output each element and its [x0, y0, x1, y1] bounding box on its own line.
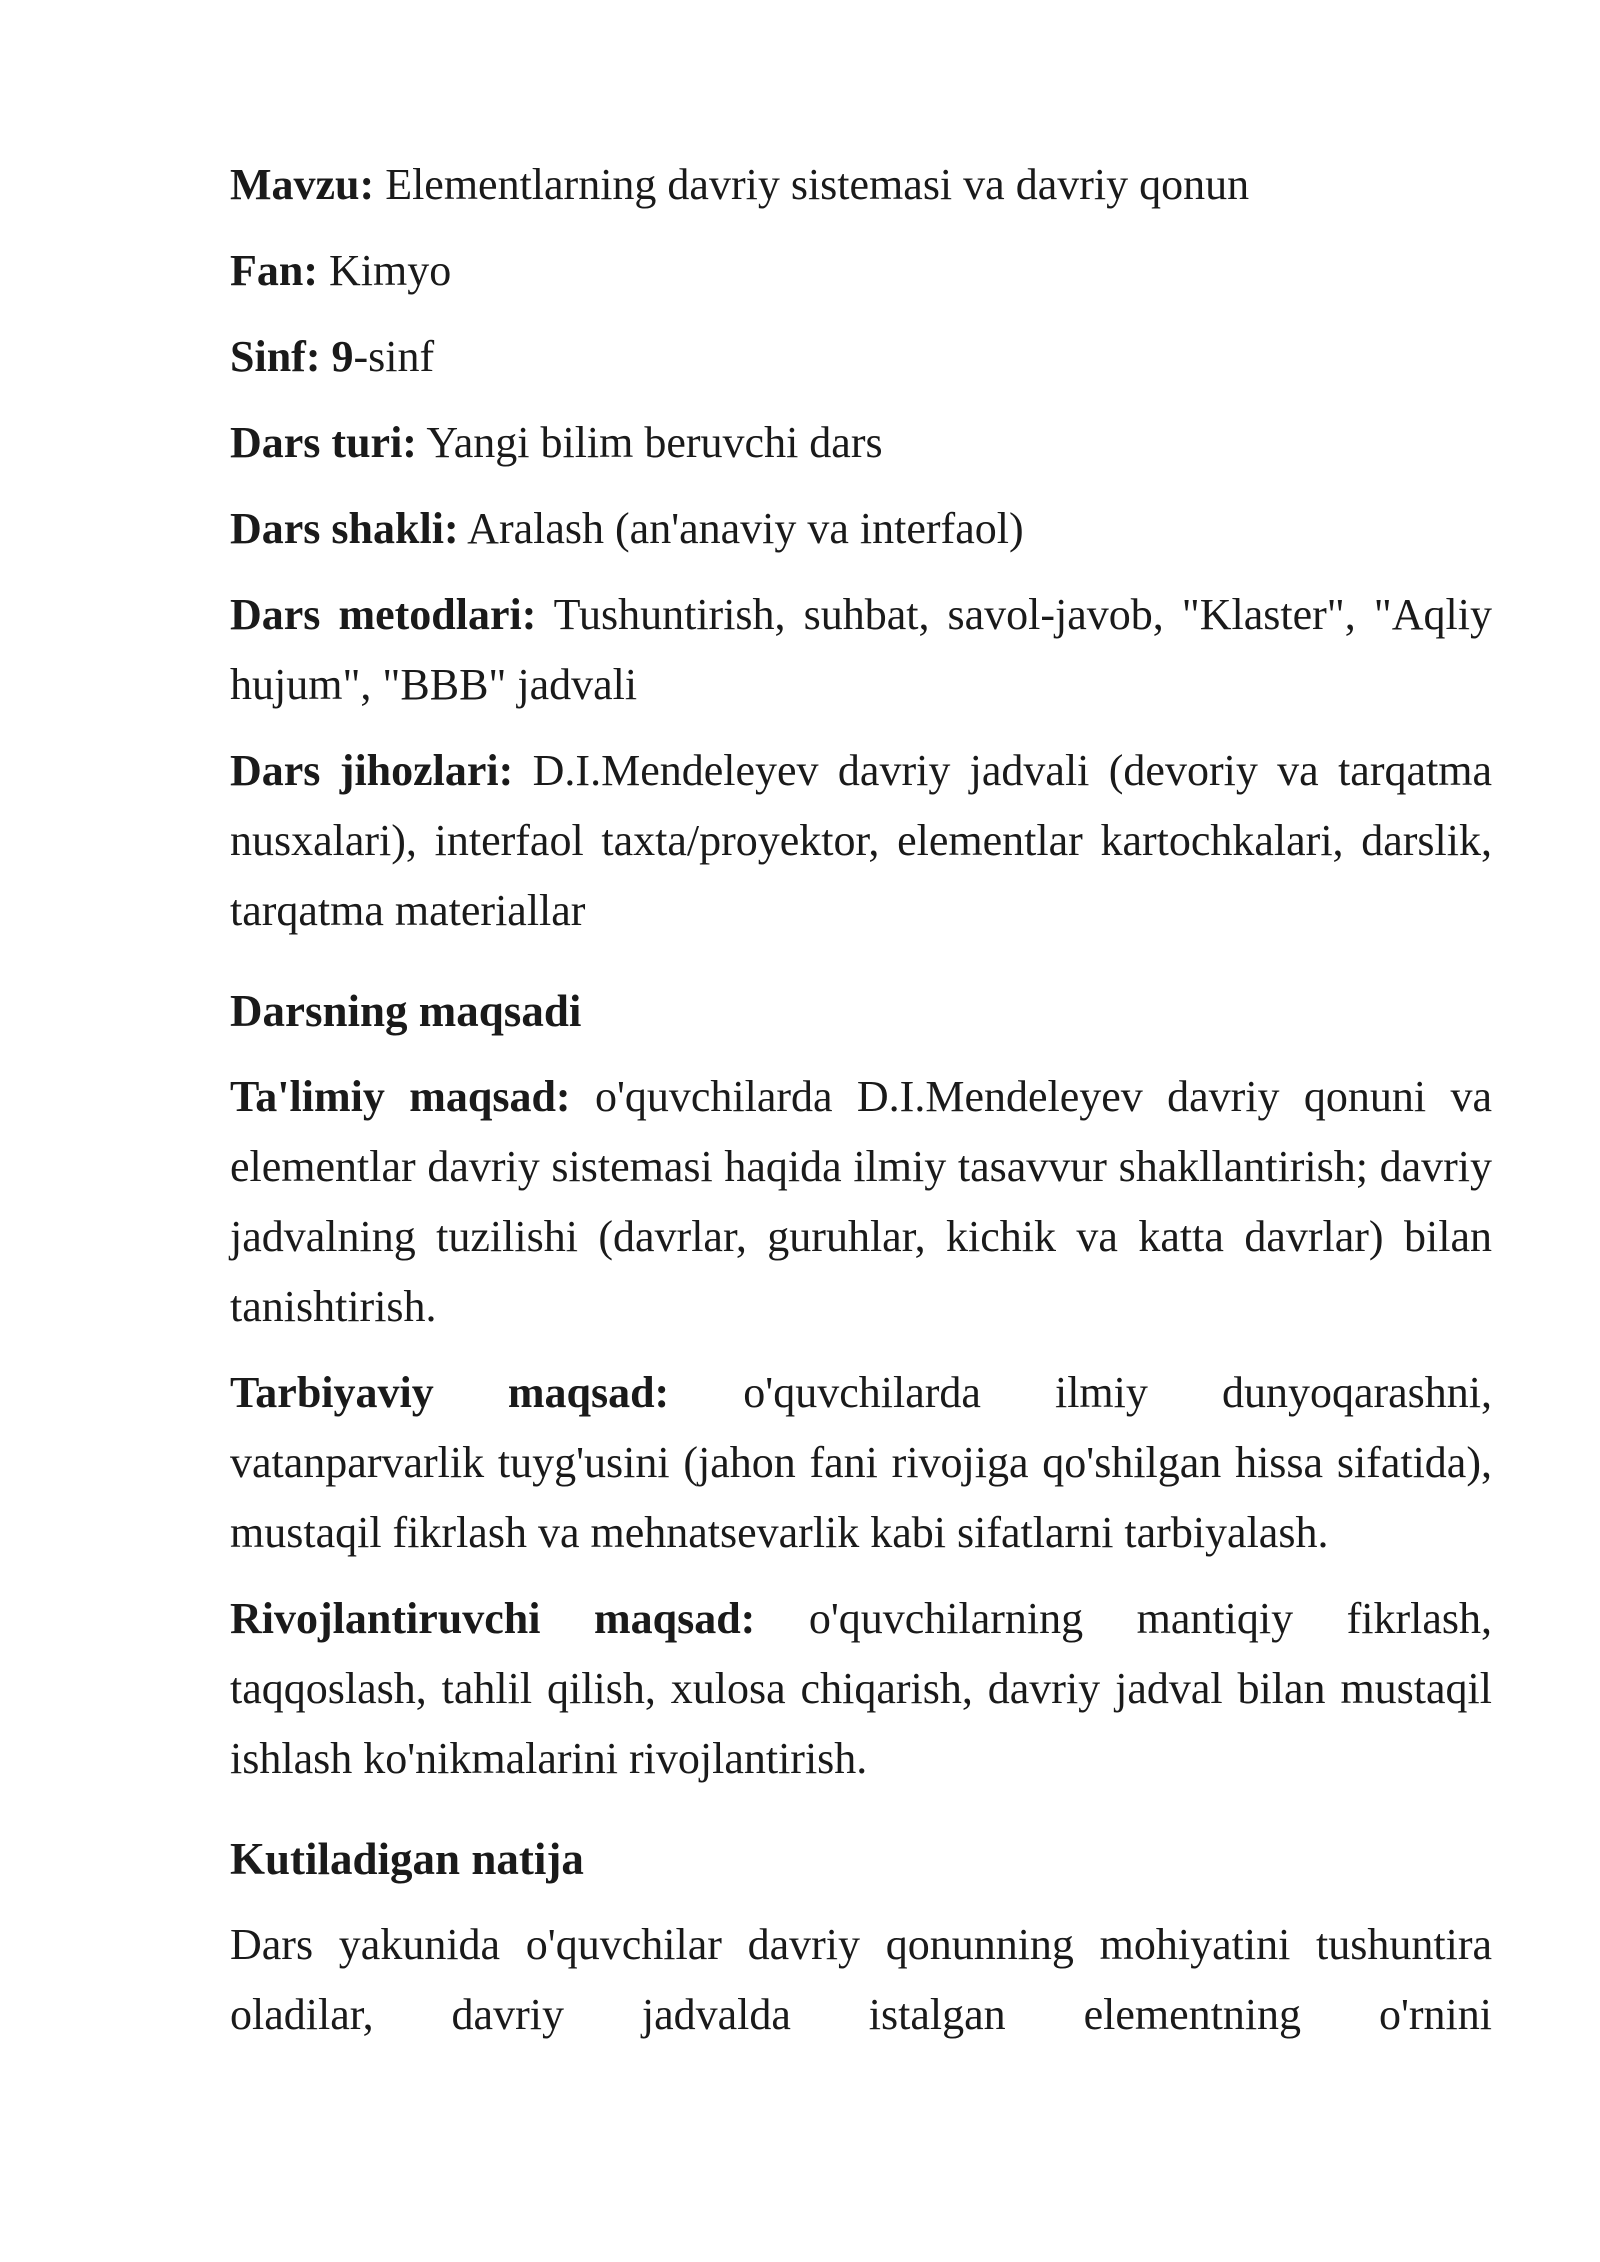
field-value: Tushuntirish, suhbat, savol-javob, "Klaster", "Aqliy hujum", "BBB" jadvali — [230, 590, 1492, 709]
field-value: -sinf — [353, 332, 435, 381]
goal-label: Rivojlantiruvchi maqsad: — [230, 1594, 756, 1643]
field-label: Dars turi: — [230, 418, 417, 467]
grade-number: 9 — [331, 332, 354, 381]
field-value: Kimyo — [329, 246, 452, 295]
goal-label: Ta'limiy maqsad: — [230, 1072, 571, 1121]
field-label: Mavzu: — [230, 160, 375, 209]
goal-talimiy — [230, 1062, 1492, 1342]
field-label: Dars shakli: — [230, 504, 459, 553]
field-label: Sinf: — [230, 332, 321, 381]
goal-text: o'quvchilarda ilmiy dunyoqarashni, vatanparvarlik tuyg'usini (jahon fani rivojiga qo'shilgan hissa sifatida), mustaqil fikrlash va mehnatsevarlik kabi sifatlarni tarbiyalash. — [230, 1368, 1492, 1557]
field-dars-shakli — [230, 494, 1492, 564]
field-label: Dars metodlari: — [230, 590, 537, 639]
goal-text: o'quvchilarning mantiqiy fikrlash, taqqoslash, tahlil qilish, xulosa chiqarish, davriy jadval bilan mustaqil ishlash ko'nikmalarini rivojlantirish. — [230, 1594, 1492, 1783]
field-value: Aralash (an'anaviy va interfaol) — [467, 504, 1024, 553]
section-heading-goals: Darsning maqsadi — [230, 986, 582, 1036]
goal-label: Tarbiyaviy maqsad: — [230, 1368, 670, 1417]
field-dars-metodlari — [230, 580, 1492, 720]
outcome-text: Dars yakunida o'quvchilar davriy qonunning mohiyatini tushuntira oladilar, davriy jadvalda istalgan elementning o'rnini — [230, 1920, 1492, 2039]
field-value: Yangi bilim beruvchi dars — [426, 418, 883, 467]
field-mavzu — [230, 150, 1492, 220]
field-sinf — [230, 322, 1492, 392]
section-heading-outcome: Kutiladigan natija — [230, 1834, 584, 1884]
field-value: D.I.Mendeleyev davriy jadvali (devoriy va tarqatma nusxalari), interfaol taxta/proyektor, elementlar kartochkalari, darslik, tarqatma materiallar — [230, 746, 1492, 935]
goal-tarbiyaviy — [230, 1358, 1492, 1568]
goal-rivojlantiruvchi — [230, 1584, 1492, 1794]
goal-text: o'quvchilarda D.I.Mendeleyev davriy qonuni va elementlar davriy sistemasi haqida ilmiy tasavvur shakllantirish; davriy jadvalning tuzilishi (davrlar, guruhlar, kichik va katta davrlar) bilan tanishtirish. — [230, 1072, 1493, 1331]
field-label: Fan: — [230, 246, 318, 295]
field-label: Dars jihozlari: — [230, 746, 514, 795]
field-value: Elementlarning davriy sistemasi va davriy qonun — [385, 160, 1250, 209]
lesson-plan-page — [230, 150, 1492, 2066]
field-dars-turi — [230, 408, 1492, 478]
field-fan — [230, 236, 1492, 306]
field-dars-jihozlari — [230, 736, 1492, 946]
